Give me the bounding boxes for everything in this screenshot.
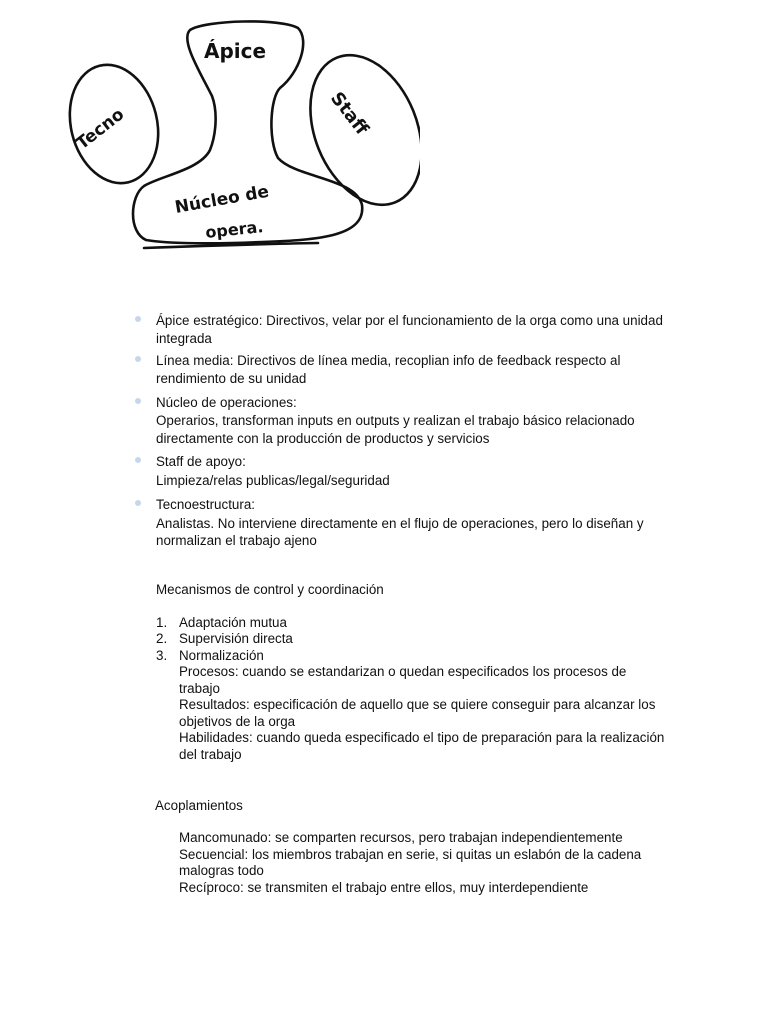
mechanism-item <box>156 630 293 648</box>
bullet-icon <box>135 500 141 506</box>
mechanisms-heading: Mecanismos de control y coordinación <box>156 582 384 597</box>
list-item-title: Núcleo de operaciones: <box>156 395 297 410</box>
tecno-label: Tecno <box>72 104 129 154</box>
mechanism-label: Supervisión directa <box>179 631 293 646</box>
list-item-title: Línea media: Directivos de línea media, recoplian info de feedback respecto al rendimiento de su unidad <box>156 353 621 386</box>
nucleo-label-line2: opera. <box>204 217 265 242</box>
list-item-nucleo <box>156 394 676 447</box>
subitem-habilidades: Habilidades: cuando queda especificado el tipo de preparación para la realización del trabajo <box>179 730 665 762</box>
list-item-detail: Analistas. No interviene directamente en el flujo de operaciones, pero lo diseñan y normalizan el trabajo ajeno <box>156 515 644 548</box>
mechanism-label: Adaptación mutua <box>179 615 287 630</box>
list-item-staff <box>156 453 676 489</box>
subitem-procesos: Procesos: cuando se estandarizan o quedan especificados los procesos de trabajo <box>179 664 627 696</box>
subitem-resultados: Resultados: especificación de aquello que se quiere conseguir para alcanzar los objetivos de la orga <box>179 697 656 729</box>
mechanism-label: Normalización <box>179 648 264 663</box>
couplings-heading: Acoplamientos <box>155 798 243 813</box>
mechanism-item <box>156 647 264 665</box>
list-item-title: Ápice estratégico: Directivos, velar por el funcionamiento de la orga como una unidad integrada <box>156 313 663 346</box>
bullet-icon <box>135 398 141 404</box>
mechanism-number: 2. <box>156 631 168 646</box>
mechanism-item <box>156 614 287 632</box>
list-item-tecnoestructura <box>156 496 676 550</box>
apice-label: Ápice <box>204 39 267 63</box>
list-item-detail: Operarios, transforman inputs en outputs y realizan el trabajo básico relacionado directamente con la producción de productos y servicios <box>156 413 635 446</box>
coupling-reciproco: Recíproco: se transmiten el trabajo entre ellos, muy interdependiente <box>179 879 589 895</box>
coupling-mancomunado: Mancomunado: se comparten recursos, pero trabajan independientemente <box>179 830 623 845</box>
list-item-linea-media <box>156 352 676 387</box>
list-item-detail: Limpieza/relas publicas/legal/seguridad <box>156 472 390 488</box>
mechanism-number: 3. <box>156 648 168 663</box>
staff-label: Staff <box>326 88 373 140</box>
coupling-secuencial: Secuencial: los miembros trabajan en serie, si quitas un eslabón de la cadena malogras todo <box>179 846 642 878</box>
nucleo-label-line1: Núcleo de <box>173 181 271 218</box>
couplings-list <box>179 830 669 896</box>
bullet-icon <box>135 356 141 362</box>
bullet-icon <box>135 457 141 463</box>
list-item-title: Staff de apoyo: <box>156 454 246 469</box>
list-item-title: Tecnoestructura: <box>156 497 255 512</box>
mechanism-number: 1. <box>156 615 168 630</box>
org-structure-sketch <box>0 0 420 260</box>
bullet-icon <box>135 316 141 322</box>
list-item-apice <box>156 312 676 347</box>
normalization-subitems <box>179 664 669 763</box>
